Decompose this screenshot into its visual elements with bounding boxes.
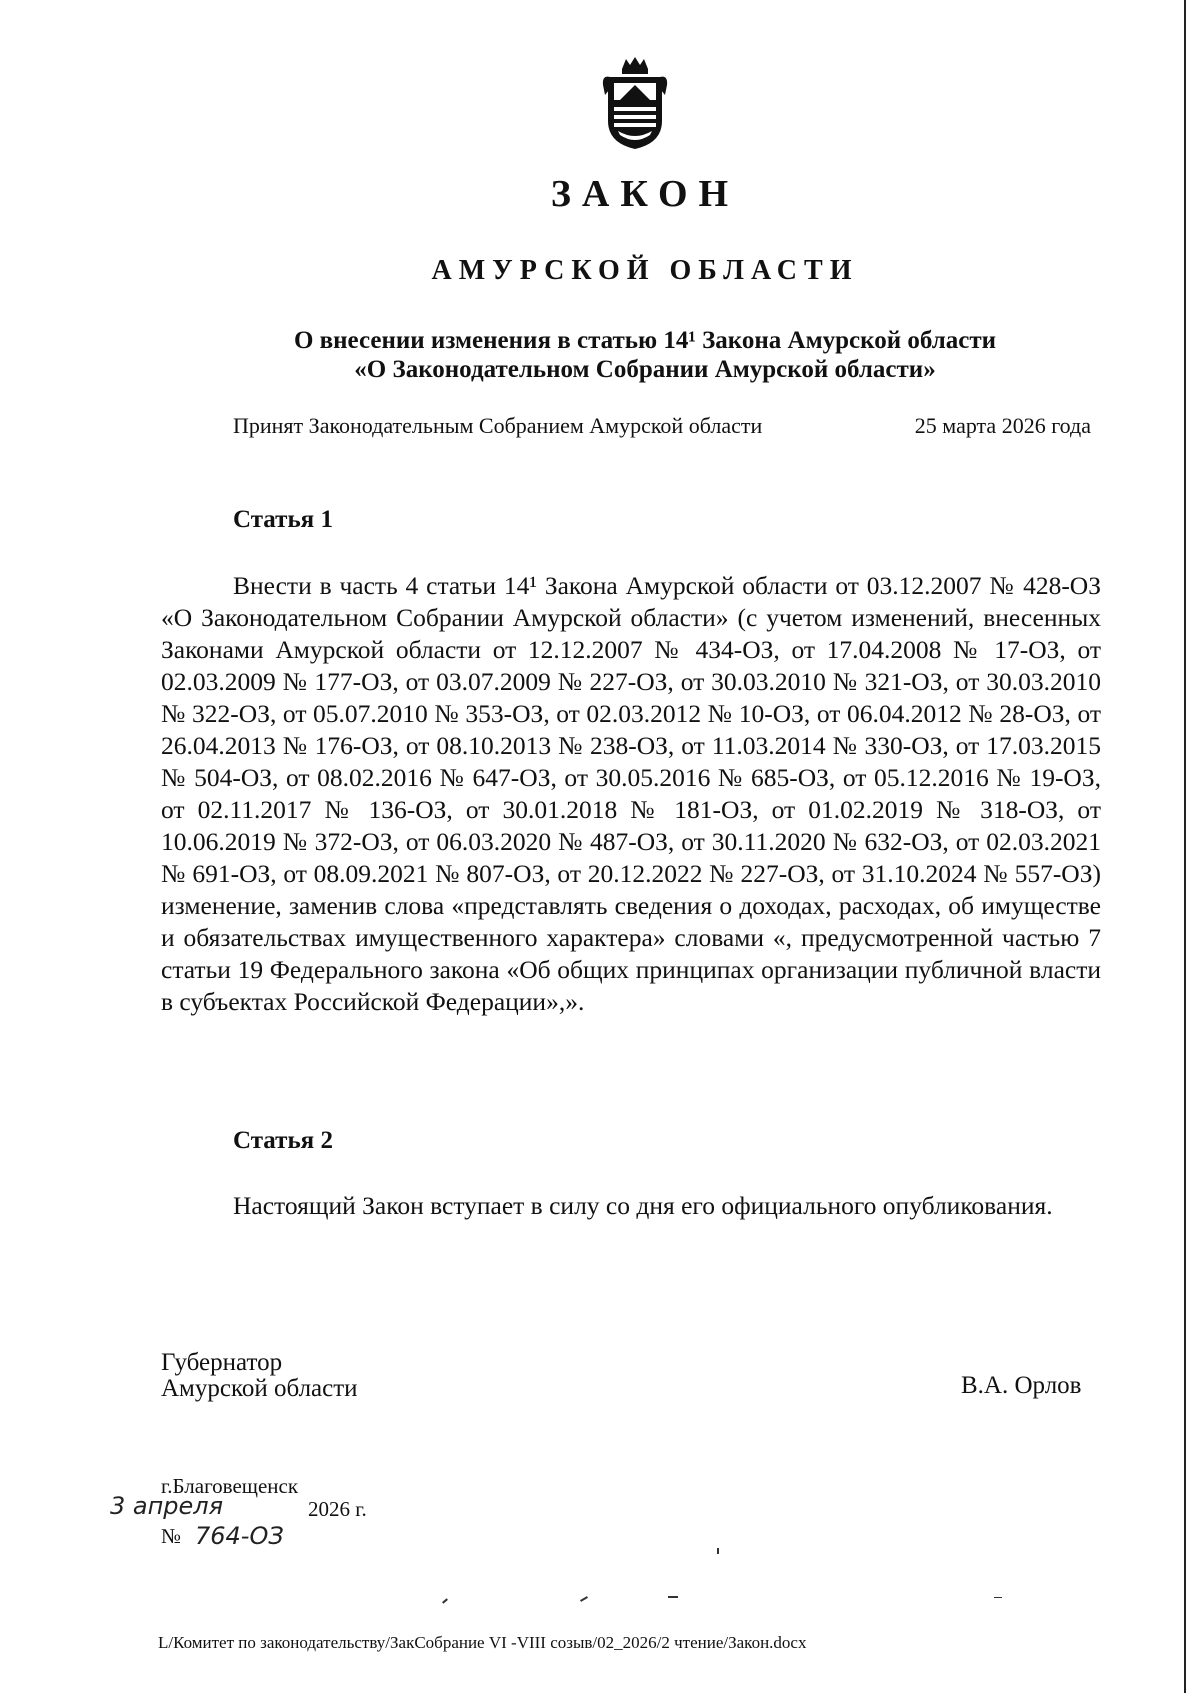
signatory-position: [161, 1350, 358, 1402]
article-1-heading: Статья 1: [233, 506, 333, 533]
scan-speck: [442, 1598, 448, 1603]
signatory-position-line-1: Губернатор: [161, 1349, 283, 1376]
adoption-label: Принят Законодательным Собранием Амурской области: [233, 413, 763, 438]
adoption-date: 25 марта 2026 года: [914, 413, 1091, 438]
signatory-position-line-2: Амурской области: [161, 1375, 358, 1402]
scan-speck: [580, 1596, 588, 1602]
law-subject: [0, 326, 1200, 384]
law-number-prefix: №: [161, 1524, 182, 1548]
law-subject-line-2: «О Законодательном Собрании Амурской области»: [354, 356, 936, 383]
coat-of-arms-icon: [600, 55, 670, 151]
place-city: г.Благовещенск: [161, 1474, 299, 1498]
law-title: ЗАКОН: [550, 173, 740, 215]
signatory-name: В.А. Орлов: [961, 1372, 1082, 1399]
article-2-heading: Статья 2: [233, 1127, 333, 1154]
article-2-body: [161, 1190, 1101, 1222]
scan-page-edge: [1184, 0, 1186, 1693]
law-subject-line-1: О внесении изменения в статью 14¹ Закона Амурской области: [293, 327, 997, 354]
file-path-footer: L/Комитет по законодательству/ЗакСобрание VI -VIII созыв/02_2026/2 чтение/Закон.docx: [158, 1633, 807, 1652]
adoption-line: [233, 413, 1091, 439]
region-title: АМУРСКОЙ ОБЛАСТИ: [431, 255, 859, 286]
article-1-text: Внести в часть 4 статьи 14¹ Закона Амурской области от 03.12.2007 № 428-ОЗ «О Законодательном Собрании Амурской области» (с учетом изменений, внесенных Законами Амурской области от 12.12.2007 № 434-ОЗ, от 17.04.2008 № 17-ОЗ, от 02.03.2009 № 177-ОЗ, от 03.07.2009 № 227-ОЗ, от 30.03.2010 № 321-ОЗ, от 30.03.2010 № 322-ОЗ, от 05.07.2010 № 353-ОЗ, от 02.03.2012 № 10-ОЗ, от 06.04.2012 № 28-ОЗ, от 26.04.2013 № 176-ОЗ, от 08.10.2013 № 238-ОЗ, от 11.03.2014 № 330-ОЗ, от 17.03.2015 № 504-ОЗ, от 08.02.2016 № 647-ОЗ, от 30.05.2016 № 685-ОЗ, от 05.12.2016 № 19-ОЗ, от 02.11.2017 № 136-ОЗ, от 30.01.2018 № 181-ОЗ, от 01.02.2019 № 318-ОЗ, от 10.06.2019 № 372-ОЗ, от 06.03.2020 № 487-ОЗ, от 30.11.2020 № 632-ОЗ, от 02.03.2021 № 691-ОЗ, от 08.09.2021 № 807-ОЗ, от 20.12.2022 № 227-ОЗ, от 31.10.2024 № 557-ОЗ) изменение, заменив слова «представлять сведения о доходах, расходах, об имуществе и обязательствах имущественного характера» словами «, предусмотренной частью 7 статьи 19 Федерального закона «Об общих принципах организации публичной власти в субъектах Российской Федерации»,».: [161, 571, 1101, 1016]
article-1-body: [161, 570, 1101, 1018]
article-2-text: Настоящий Закон вступает в силу со дня его официального опубликования.: [233, 1191, 1053, 1220]
place-year: 2026 г.: [308, 1497, 367, 1521]
scan-speck: [668, 1596, 678, 1598]
scan-speck: [717, 1548, 719, 1554]
handwritten-law-number: 764-ОЗ: [195, 1522, 284, 1550]
scan-speck: [994, 1597, 1002, 1598]
handwritten-date: 3 апреля: [110, 1492, 224, 1520]
